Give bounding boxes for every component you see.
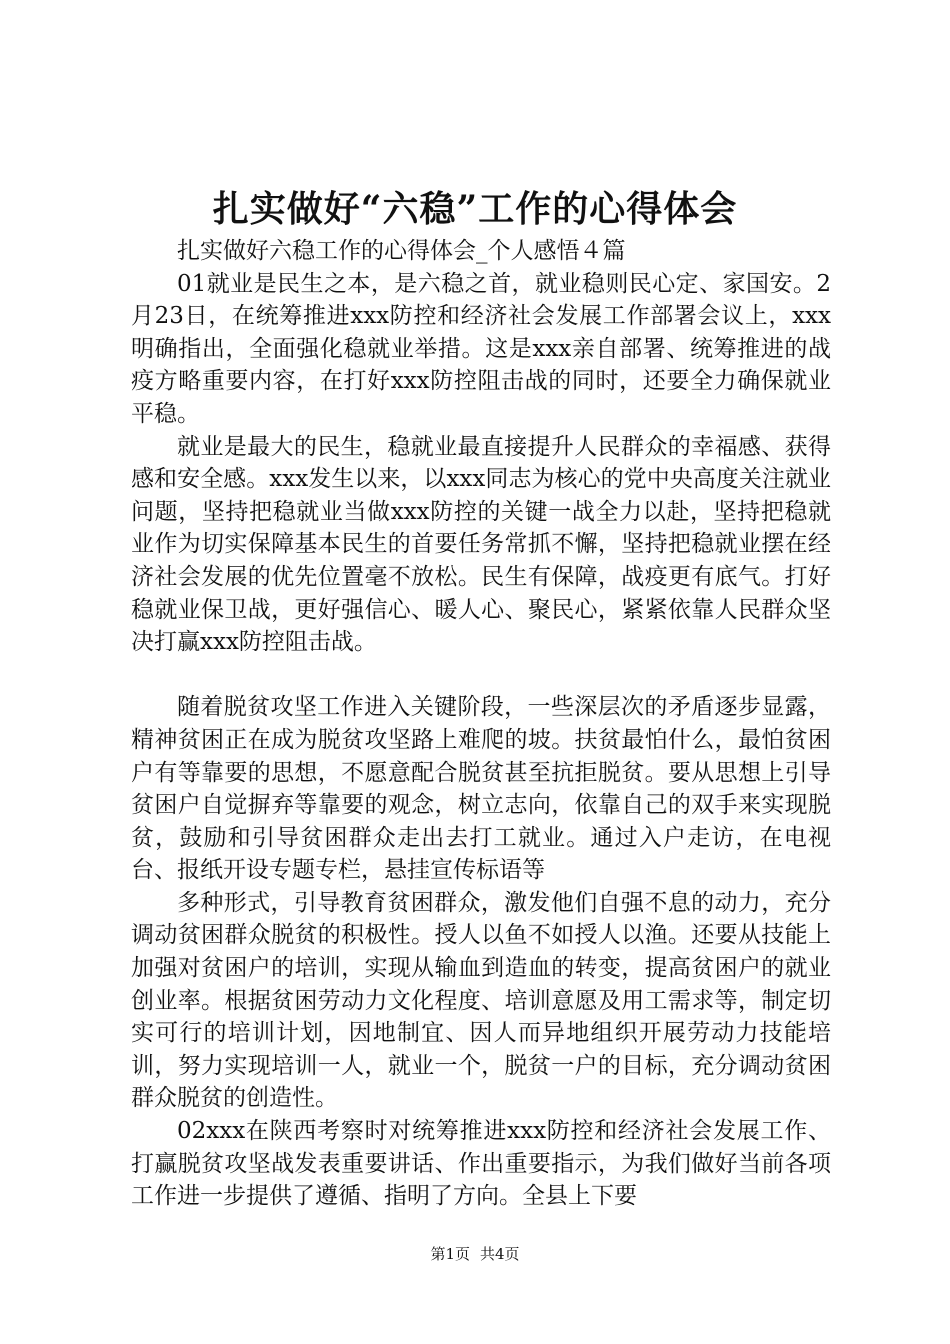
body-paragraph: 随着脱贫攻坚工作进入关键阶段，一些深层次的矛盾逐步显露，精神贫困正在成为脱贫攻坚路上难爬的坡。扶贫最怕什么，最怕贫困户有等靠要的思想，不愿意配合脱贫甚至抗拒脱贫。要从思想上引导贫困户自觉摒弃等靠要的观念，树立志向，依靠自己的双手来实现脱贫，鼓励和引导贫困群众走出去打工就业。通过入户走访，在电视台、报纸开设专题专栏，悬挂宣传标语等 [131, 694, 831, 884]
body-paragraph: 01就业是民生之本，是六稳之首，就业稳则民心定、家国安。2月23日，在统筹推进xxx防控和经济社会发展工作部署会议上，xxx明确指出，全面强化稳就业举措。这是xxx亲自部署、统筹推进的战疫方略重要内容，在打好xxx防控阻击战的同时，还要全力确保就业平稳。 [131, 270, 831, 427]
body-paragraph: 就业是最大的民生，稳就业最直接提升人民群众的幸福感、获得感和安全感。xxx发生以来，以xxx同志为核心的党中央高度关注就业问题，坚持把稳就业当做xxx防控的关键一战全力以赴，坚持把稳就业作为切实保障基本民生的首要任务常抓不懈，坚持把稳就业摆在经济社会发展的优先位置毫不放松。民生有保障，战疫更有底气。打好稳就业保卫战，更好强信心、暖人心、聚民心，紧紧依靠人民群众坚决打赢xxx防控阻击战。 [131, 433, 831, 656]
paragraph-gap [131, 659, 831, 692]
subtitle-paragraph: 扎实做好六稳工作的心得体会_个人感悟４篇 [177, 238, 626, 264]
page-count: 共4页 [480, 1245, 520, 1263]
document-title: 扎实做好“六稳”工作的心得体会 [212, 188, 738, 230]
body-paragraph: 多种形式，引导教育贫困群众，激发他们自强不息的动力，充分调动贫困群众脱贫的积极性。授人以鱼不如授人以渔。还要从技能上加强对贫困户的培训，实现从输血到造血的转变，提高贫困户的就业创业率。根据贫困劳动力文化程度、培训意愿及用工需求等，制定切实可行的培训计划，因地制宜、因人而异地组织开展劳动力技能培训，努力实现培训一人，就业一个，脱贫一户的目标，充分调动贫困群众脱贫的创造性。 [131, 889, 831, 1112]
page-number: 第1页 [430, 1245, 470, 1263]
document-body [131, 235, 831, 1213]
body-paragraph: 02xxx在陕西考察时对统筹推进xxx防控和经济社会发展工作、打赢脱贫攻坚战发表重要讲话、作出重要指示，为我们做好当前各项工作进一步提供了遵循、指明了方向。全县上下要 [131, 1118, 831, 1210]
page-footer [0, 1243, 950, 1265]
